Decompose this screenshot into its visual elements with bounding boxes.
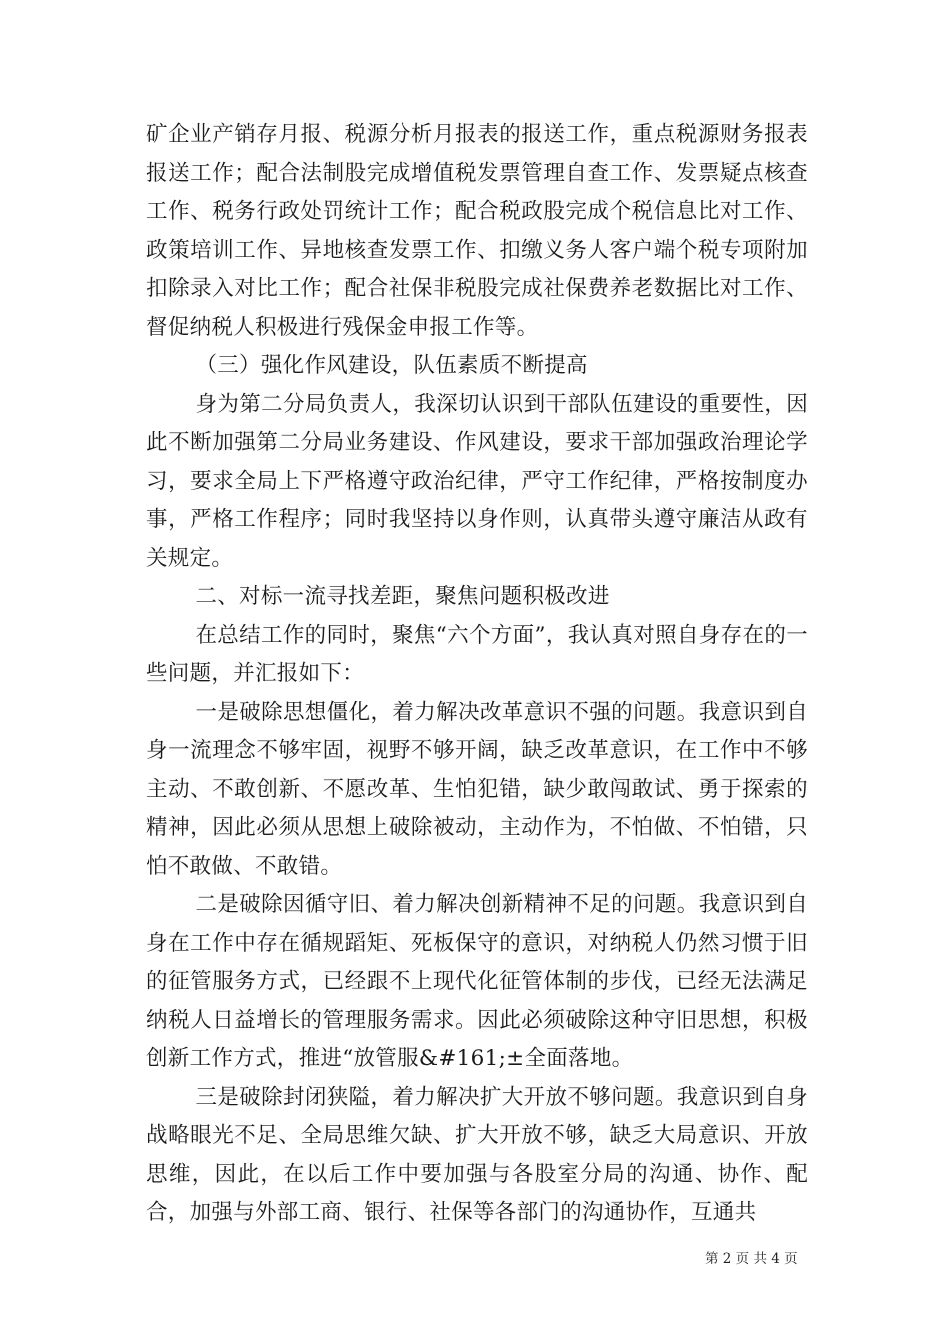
document-body: [146, 116, 808, 1233]
section-heading-gaps: 二、对标一流寻找差距，聚焦问题积极改进: [195, 584, 610, 609]
paragraph-intro-issues: 在总结工作的同时，聚焦“六个方面”，我认真对照自身存在的一些问题，并汇报如下：: [146, 622, 808, 686]
paragraph-issue-three: 三是破除封闭狭隘，着力解决扩大开放不够问题。我意识到自身战略眼光不足、全局思维欠缺、扩大开放不够，缺乏大局意识、开放思维，因此，在以后工作中要加强与各股室分局的沟通、协作、配合，加强与外部工商、银行、社保等各部门的沟通协作，互通共: [146, 1084, 808, 1225]
paragraph-issue-one: 一是破除思想僵化，着力解决改革意识不强的问题。我意识到自身一流理念不够牢固，视野不够开阔，缺乏改革意识，在工作中不够主动、不敢创新、不愿改革、生怕犯错，缺少敢闯敢试、勇于探索的精神，因此必须从思想上破除被动，主动作为，不怕做、不怕错，只怕不敢做、不敢错。: [146, 699, 808, 879]
paragraph-team-building: 身为第二分局负责人，我深切认识到干部队伍建设的重要性，因此不断加强第二分局业务建设、作风建设，要求干部加强政治理论学习，要求全局上下严格遵守政治纪律，严守工作纪律，严格按制度办事，严格工作程序；同时我坚持以身作则，认真带头遵守廉洁从政有关规定。: [146, 391, 808, 571]
paragraph-continuation: 矿企业产销存月报、税源分析月报表的报送工作，重点税源财务报表报送工作；配合法制股完成增值税发票管理自查工作、发票疑点核查工作、税务行政处罚统计工作；配合税政股完成个税信息比对工作、政策培训工作、异地核查发票工作、扣缴义务人客户端个税专项附加扣除录入对比工作；配合社保非税股完成社保费养老数据比对工作、督促纳税人积极进行残保金申报工作等。: [146, 122, 808, 340]
page-number-footer: 第 2 页 共 4 页: [705, 1251, 798, 1267]
paragraph-issue-two: 二是破除因循守旧、着力解决创新精神不足的问题。我意识到自身在工作中存在循规蹈矩、死板保守的意识，对纳税人仍然习惯于旧的征管服务方式，已经跟不上现代化征管体制的步伐，已经无法满足纳税人日益增长的管理服务需求。因此必须破除这种守旧思想，积极创新工作方式，推进“放管服&#161;±全面落地。: [146, 892, 808, 1071]
section-heading-work-style: （三）强化作风建设，队伍素质不断提高: [195, 353, 588, 378]
